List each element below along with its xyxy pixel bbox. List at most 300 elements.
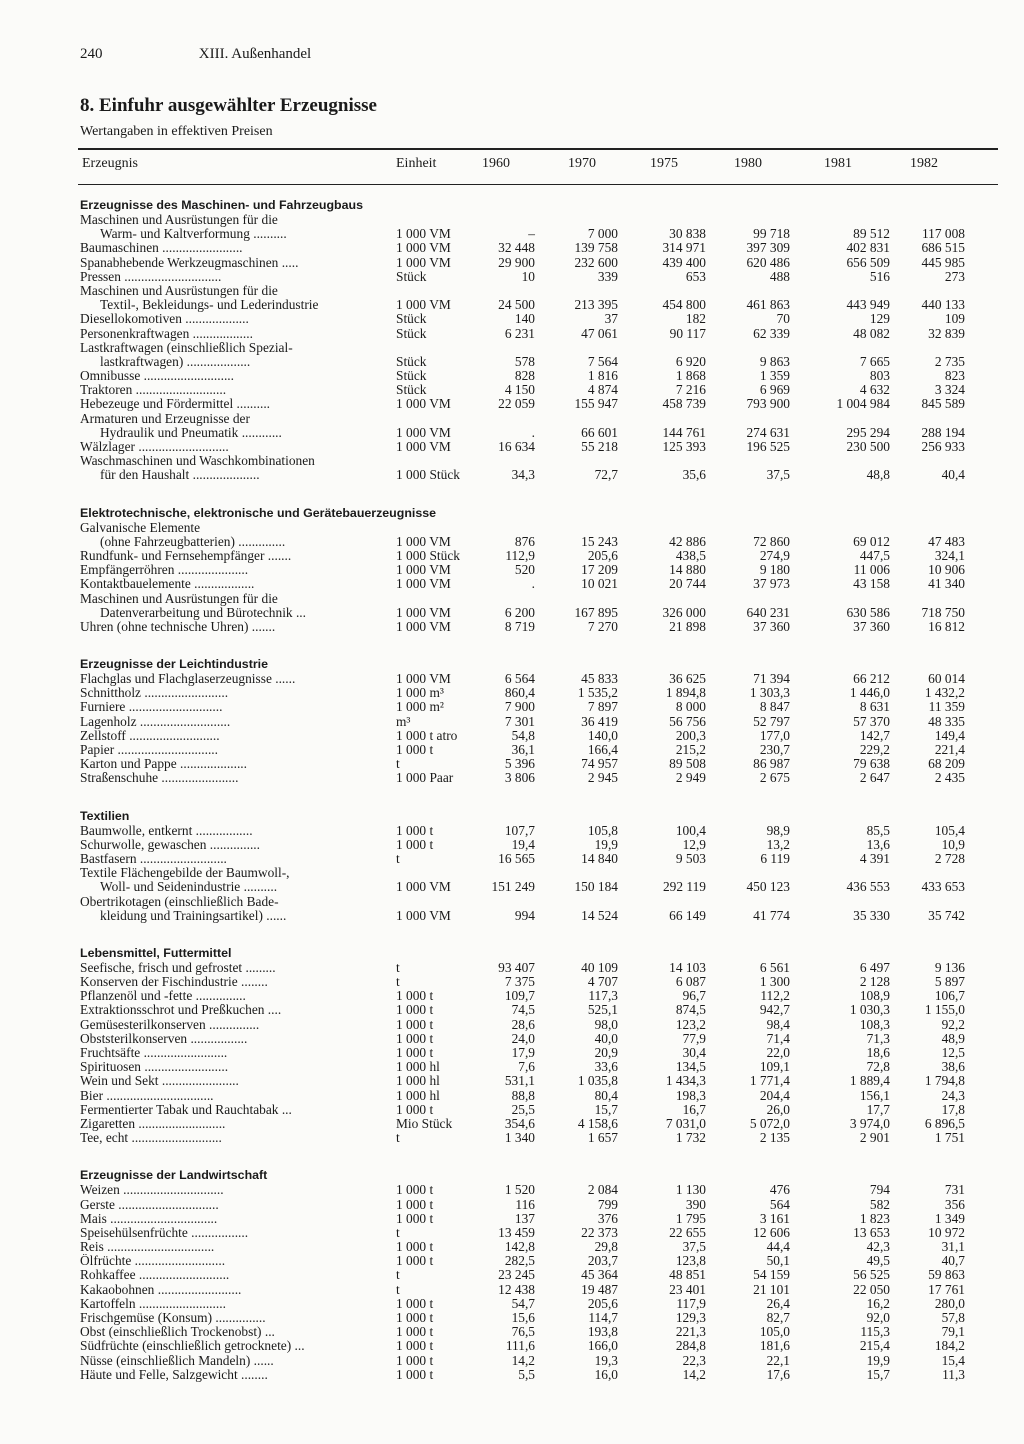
value-cell-1980: 52 797 — [753, 713, 790, 729]
product-name: Obst (einschließlich Trockenobst) ... — [80, 1325, 275, 1340]
value-cell-1980: 99 718 — [753, 226, 790, 242]
value-cell-1980: 22,0 — [766, 1045, 790, 1060]
table-row — [80, 1089, 1000, 1103]
value-cell-1970: 37 — [604, 311, 618, 327]
value-cell-1982: 1 155,0 — [924, 1002, 965, 1018]
table-row — [80, 1003, 1000, 1017]
value-cell-1981: 229,2 — [859, 742, 890, 757]
value-cell-1980: 21 101 — [753, 1281, 790, 1297]
value-cell-1981: 4 391 — [859, 850, 890, 866]
value-cell-1982: 2 728 — [934, 850, 965, 866]
value-cell-1980: 2 675 — [759, 770, 790, 786]
table-row — [80, 327, 1000, 341]
unit-cell: 1 000 Paar — [396, 770, 454, 786]
unit-cell: 1 000 VM — [396, 562, 451, 578]
unit-cell: 1 000 t — [396, 1210, 434, 1226]
value-cell-1960: 111,6 — [505, 1338, 535, 1354]
value-cell-1982: 11,3 — [942, 1366, 965, 1382]
value-cell-1981: 2 128 — [859, 974, 890, 990]
column-header-1981: 1981 — [824, 156, 852, 171]
unit-cell: 1 000 t — [396, 1045, 434, 1060]
value-cell-1982: 17 761 — [928, 1281, 965, 1297]
product-name: Lagenholz ........................... — [80, 714, 231, 729]
value-cell-1975: 314 971 — [662, 240, 706, 256]
value-cell-1970: 72,7 — [594, 467, 618, 483]
value-cell-1960: 860,4 — [504, 685, 535, 701]
product-name: Papier .............................. — [80, 743, 218, 757]
value-cell-1981: 1 889,4 — [849, 1073, 890, 1089]
section-heading-label: Lebensmittel, Futtermittel — [80, 945, 232, 960]
value-cell-1960: 23 245 — [498, 1267, 535, 1283]
value-cell-1975: 182 — [685, 311, 706, 327]
unit-cell: 1 000 VM — [396, 254, 451, 270]
value-cell-1981: 49,5 — [866, 1253, 890, 1269]
product-name: Personenkraftwagen .................. — [80, 326, 253, 341]
value-cell-1970: 74 957 — [581, 756, 618, 772]
value-cell-1981: 794 — [869, 1182, 890, 1198]
value-cell-1960: 282,5 — [504, 1253, 535, 1269]
value-cell-1975: 56 756 — [669, 713, 706, 729]
value-cell-1970: 47 061 — [581, 325, 618, 341]
value-cell-1970: 203,7 — [587, 1253, 618, 1269]
value-cell-1975: 30 838 — [669, 226, 706, 242]
table-row — [80, 1240, 1000, 1254]
value-cell-1980: 3 161 — [759, 1210, 790, 1226]
product-name: Rohkaffee ........................... — [80, 1268, 230, 1283]
value-cell-1980: 37,5 — [766, 467, 790, 483]
unit-cell: 1 000 t — [396, 1295, 434, 1311]
unit-cell: t — [396, 959, 400, 975]
product-name: Nüsse (einschließlich Mandeln) ...... — [80, 1353, 274, 1368]
product-name: Gemüsesterilkonserven ............... — [80, 1017, 260, 1032]
table-row — [80, 341, 1000, 355]
value-cell-1980: 44,4 — [766, 1239, 790, 1255]
value-cell-1980: 450 123 — [746, 879, 790, 895]
value-cell-1982: 92,2 — [941, 1016, 965, 1032]
value-cell-1960: 7,6 — [518, 1059, 535, 1075]
product-name: Extraktionsschrot und Preßkuchen .... — [80, 1003, 282, 1018]
unit-cell: t — [396, 1281, 400, 1297]
value-cell-1975: 30,4 — [682, 1045, 706, 1060]
value-cell-1981: 13 653 — [853, 1224, 890, 1240]
value-cell-1960: 354,6 — [504, 1115, 535, 1131]
value-cell-1982: 41 340 — [928, 576, 965, 592]
value-cell-1975: 2 949 — [675, 770, 706, 786]
value-cell-1982: 1 432,2 — [924, 685, 965, 701]
product-name: Kartoffeln .......................... — [80, 1296, 226, 1311]
unit-cell: 1 000 t — [396, 1366, 434, 1382]
unit-cell: m³ — [396, 713, 411, 729]
value-cell-1980: 177,0 — [759, 727, 790, 743]
value-cell-1982: 280,0 — [934, 1295, 965, 1311]
table-row — [80, 961, 1000, 975]
value-cell-1980: 476 — [769, 1182, 790, 1198]
value-cell-1960: 93 407 — [498, 959, 535, 975]
value-cell-1970: 36 419 — [581, 713, 618, 729]
product-name: Traktoren ........................... — [80, 383, 227, 398]
value-cell-1970: 166,4 — [587, 742, 618, 757]
product-name: Textile Flächengebilde der Baumwoll-, — [80, 866, 290, 881]
value-cell-1980: 62 339 — [753, 325, 790, 341]
value-cell-1980: 942,7 — [759, 1002, 790, 1018]
value-cell-1981: 630 586 — [846, 604, 890, 620]
value-cell-1982: 57,8 — [941, 1310, 965, 1325]
value-cell-1975: 438,5 — [675, 547, 706, 563]
product-name: Gerste .............................. — [80, 1197, 219, 1212]
value-cell-1981: 18,6 — [866, 1045, 890, 1060]
value-cell-1982: 718 750 — [921, 604, 965, 620]
value-cell-1960: 116 — [515, 1196, 535, 1212]
table-row — [80, 909, 1000, 923]
value-cell-1982: 59 863 — [928, 1267, 965, 1283]
value-cell-1970: 166,0 — [587, 1338, 618, 1354]
table-row — [80, 1325, 1000, 1339]
value-cell-1975: 123,2 — [675, 1016, 706, 1032]
table-row — [80, 824, 1000, 838]
value-cell-1960: 8 719 — [504, 618, 535, 634]
value-cell-1975: 42 886 — [669, 533, 706, 549]
unit-cell: 1 000 VM — [396, 671, 451, 687]
value-cell-1982: 106,7 — [934, 988, 965, 1004]
product-name: Galvanische Elemente — [80, 520, 201, 535]
column-header-einheit: Einheit — [396, 156, 437, 171]
unit-cell: 1 000 hl — [396, 1087, 440, 1103]
value-cell-1981: 443 949 — [846, 297, 890, 313]
value-cell-1980: 564 — [769, 1196, 790, 1212]
value-cell-1981: 48,8 — [866, 467, 890, 483]
value-cell-1960: 876 — [514, 533, 535, 549]
product-name: Flachglas und Flachglaserzeugnisse ...... — [80, 672, 296, 687]
value-cell-1970: 45 364 — [581, 1267, 618, 1283]
value-cell-1970: 22 373 — [581, 1224, 618, 1240]
value-cell-1980: 8 847 — [759, 699, 790, 715]
table-row — [80, 369, 1000, 383]
table-row — [80, 989, 1000, 1003]
product-name: Empfängerröhren ..................... — [80, 563, 249, 578]
value-cell-1981: 13,6 — [866, 836, 890, 852]
product-name: Baumwolle, entkernt ................. — [80, 823, 253, 838]
value-cell-1982: 40,4 — [941, 467, 965, 483]
value-cell-1981: 516 — [869, 268, 890, 284]
value-cell-1970: 29,8 — [594, 1239, 618, 1255]
value-cell-1975: 198,3 — [675, 1087, 706, 1103]
value-cell-1970: 7 000 — [587, 226, 618, 242]
value-cell-1982: 15,4 — [941, 1352, 965, 1368]
unit-cell: 1 000 VM — [396, 618, 451, 634]
value-cell-1980: 488 — [769, 268, 790, 284]
unit-cell: 1 000 t — [396, 1030, 434, 1046]
value-cell-1960: 112,9 — [505, 547, 535, 563]
table-row — [80, 521, 1000, 535]
value-cell-1960: 151 249 — [491, 879, 535, 895]
value-cell-1980: 640 231 — [746, 604, 790, 620]
value-cell-1960: 4 150 — [504, 382, 535, 398]
value-cell-1960: . — [531, 576, 535, 592]
value-cell-1982: 11 359 — [928, 699, 965, 715]
value-cell-1970: 45 833 — [581, 671, 618, 687]
value-cell-1981: 15,7 — [866, 1366, 890, 1382]
table-row — [80, 355, 1000, 369]
value-cell-1960: 14,2 — [511, 1352, 535, 1368]
table-row — [80, 1212, 1000, 1226]
value-cell-1970: 4 707 — [587, 974, 618, 990]
value-cell-1960: 12 438 — [498, 1281, 535, 1297]
value-cell-1982: 10 906 — [928, 562, 965, 578]
value-cell-1970: 19,9 — [594, 836, 618, 852]
value-cell-1975: 77,9 — [682, 1030, 706, 1046]
value-cell-1975: 96,7 — [682, 988, 706, 1004]
unit-cell: 1 000 t — [396, 1239, 434, 1255]
value-cell-1980: 2 135 — [759, 1130, 790, 1146]
value-cell-1960: 520 — [514, 562, 535, 578]
table-title: 8. Einfuhr ausgewählter Erzeugnisse — [80, 95, 377, 116]
table-row — [80, 535, 1000, 549]
value-cell-1975: 123,8 — [675, 1253, 706, 1269]
value-cell-1970: 1 657 — [587, 1130, 618, 1146]
value-cell-1981: 43 158 — [853, 576, 890, 592]
value-cell-1982: 17,8 — [941, 1101, 965, 1117]
product-name: Bier ................................ — [80, 1088, 214, 1103]
table-row — [80, 440, 1000, 454]
value-cell-1975: 48 851 — [669, 1267, 706, 1283]
value-cell-1975: 292 119 — [662, 879, 706, 895]
table-row — [80, 715, 1000, 729]
value-cell-1981: 108,9 — [859, 988, 890, 1004]
value-cell-1960: 142,8 — [504, 1239, 535, 1255]
value-cell-1982: 273 — [944, 268, 965, 284]
value-cell-1982: 731 — [944, 1182, 965, 1198]
product-name: Straßenschuhe ....................... — [80, 771, 239, 786]
table-row — [80, 895, 1000, 909]
unit-cell: 1 000 m² — [396, 699, 444, 715]
section-heading — [80, 657, 1000, 672]
value-cell-1980: 9 863 — [759, 353, 790, 369]
value-cell-1970: 167 895 — [574, 604, 618, 620]
value-cell-1970: 98,0 — [594, 1016, 618, 1032]
section-heading — [80, 1168, 1000, 1183]
value-cell-1970: 150 184 — [574, 879, 618, 895]
value-cell-1970: 40,0 — [594, 1030, 618, 1046]
value-cell-1970: 19 487 — [581, 1281, 618, 1297]
unit-cell: t — [396, 1130, 400, 1146]
product-name: kleidung und Trainingsartikel) ...... — [100, 908, 287, 923]
column-header-1980: 1980 — [734, 156, 762, 171]
unit-cell: t — [396, 850, 400, 866]
value-cell-1970: 205,6 — [587, 1295, 618, 1311]
product-name: Reis ................................ — [80, 1240, 215, 1255]
value-cell-1982: 47 483 — [928, 533, 965, 549]
unit-cell: Stück — [396, 268, 427, 284]
value-cell-1982: 24,3 — [941, 1087, 965, 1103]
value-cell-1980: 196 525 — [746, 439, 790, 454]
unit-cell: 1 000 hl — [396, 1059, 440, 1075]
table-row — [80, 1311, 1000, 1325]
value-cell-1975: 6 920 — [675, 353, 706, 369]
section-heading — [80, 946, 1000, 961]
product-name: Fruchtsäfte ......................... — [80, 1046, 228, 1060]
value-cell-1980: 98,9 — [766, 822, 790, 838]
value-cell-1975: 129,3 — [675, 1310, 706, 1325]
product-name: Bastfasern .......................... — [80, 851, 227, 866]
table-row — [80, 852, 1000, 866]
value-cell-1980: 98,4 — [766, 1016, 790, 1032]
value-cell-1981: 2 647 — [859, 770, 890, 786]
value-cell-1982: 9 136 — [934, 959, 965, 975]
table-row — [80, 468, 1000, 482]
value-cell-1975: 37,5 — [682, 1239, 706, 1255]
value-cell-1980: 6 969 — [759, 382, 790, 398]
product-name: Woll- und Seidenindustrie .......... — [100, 880, 278, 895]
unit-cell: 1 000 VM — [396, 297, 451, 313]
value-cell-1982: 10,9 — [941, 836, 965, 852]
unit-cell: Stück — [396, 325, 427, 341]
value-cell-1960: 24 500 — [498, 297, 535, 313]
table-row — [80, 838, 1000, 852]
value-cell-1981: 1 004 984 — [836, 396, 890, 412]
table-row — [80, 1198, 1000, 1212]
value-cell-1970: 139 758 — [574, 240, 618, 256]
value-cell-1980: 17,6 — [766, 1366, 790, 1382]
value-cell-1970: 10 021 — [581, 576, 618, 592]
value-cell-1970: 376 — [597, 1210, 618, 1226]
value-cell-1975: 117,9 — [676, 1295, 706, 1311]
table-row — [80, 1268, 1000, 1282]
section-heading-label: Textilien — [80, 808, 130, 823]
value-cell-1960: . — [531, 424, 535, 440]
section-spacer — [80, 923, 1000, 941]
unit-cell: Stück — [396, 368, 427, 384]
value-cell-1982: 149,4 — [934, 727, 965, 743]
value-cell-1981: 69 012 — [853, 533, 890, 549]
value-cell-1975: 134,5 — [675, 1059, 706, 1075]
value-cell-1981: 115,3 — [860, 1324, 890, 1340]
value-cell-1981: 2 901 — [859, 1130, 890, 1146]
value-cell-1975: 454 800 — [662, 297, 706, 313]
value-cell-1981: 48 082 — [853, 325, 890, 341]
table-row — [80, 1226, 1000, 1240]
value-cell-1981: 402 831 — [846, 240, 890, 256]
value-cell-1982: 686 515 — [921, 240, 965, 256]
value-cell-1982: 823 — [944, 368, 965, 384]
value-cell-1975: 21 898 — [669, 618, 706, 634]
table-row — [80, 1060, 1000, 1074]
table-row — [80, 1131, 1000, 1145]
value-cell-1980: 397 309 — [746, 240, 790, 256]
product-name: Frischgemüse (Konsum) ............... — [80, 1311, 266, 1325]
unit-cell: 1 000 t — [396, 822, 434, 838]
value-cell-1975: 6 087 — [675, 974, 706, 990]
value-cell-1980: 26,0 — [766, 1101, 790, 1117]
product-name: Hydraulik und Pneumatik ............ — [100, 425, 282, 440]
value-cell-1981: 656 509 — [846, 254, 890, 270]
header-bottom-rule — [78, 184, 998, 185]
value-cell-1981: 92,0 — [866, 1310, 890, 1325]
value-cell-1981: 6 497 — [859, 959, 890, 975]
value-cell-1975: 14,2 — [682, 1366, 706, 1382]
table-row — [80, 1254, 1000, 1268]
value-cell-1981: 71,3 — [866, 1030, 890, 1046]
value-cell-1975: 144 761 — [662, 424, 706, 440]
table-row — [80, 1339, 1000, 1353]
value-cell-1980: 204,4 — [759, 1087, 790, 1103]
table-row — [80, 454, 1000, 468]
value-cell-1970: 339 — [597, 268, 618, 284]
value-cell-1975: 20 744 — [669, 576, 706, 592]
unit-cell: 1 000 VM — [396, 424, 451, 440]
value-cell-1970: 2 084 — [587, 1182, 618, 1198]
section-heading-label: Erzeugnisse des Maschinen- und Fahrzeugbaus — [80, 198, 363, 212]
value-cell-1981: 4 632 — [859, 382, 890, 398]
table-row — [80, 241, 1000, 255]
product-name: Weizen .............................. — [80, 1183, 224, 1198]
page-header — [80, 46, 311, 63]
value-cell-1975: 12,9 — [682, 836, 706, 852]
value-cell-1975: 14 880 — [669, 562, 706, 578]
unit-cell: 1 000 VM — [396, 226, 451, 242]
value-cell-1960: 16 634 — [498, 439, 535, 454]
value-cell-1982: 6 896,5 — [924, 1115, 965, 1131]
value-cell-1970: 799 — [597, 1196, 618, 1212]
value-cell-1981: 17,7 — [866, 1101, 890, 1117]
value-cell-1980: 54 159 — [753, 1267, 790, 1283]
unit-cell: 1 000 t — [396, 1310, 434, 1325]
value-cell-1981: 22 050 — [853, 1281, 890, 1297]
value-cell-1970: 16,0 — [594, 1366, 618, 1382]
value-cell-1960: 22 059 — [498, 396, 535, 412]
value-cell-1980: 26,4 — [766, 1295, 790, 1311]
value-cell-1970: 2 945 — [587, 770, 618, 786]
value-cell-1975: 326 000 — [662, 604, 706, 620]
product-name: Zigaretten .......................... — [80, 1116, 226, 1131]
header-top-rule — [78, 148, 998, 150]
table-row — [80, 412, 1000, 426]
value-cell-1975: 390 — [685, 1196, 706, 1212]
value-cell-1970: 1 035,8 — [577, 1073, 618, 1089]
product-name: Karton und Pappe .................... — [80, 757, 247, 772]
table-row — [80, 686, 1000, 700]
table-body — [80, 193, 1000, 1382]
table-subtitle: Wertangaben in effektiven Preisen — [80, 124, 273, 139]
column-header-erzeugnis: Erzeugnis — [82, 156, 138, 171]
value-cell-1981: 803 — [869, 368, 890, 384]
unit-cell: 1 000 t — [396, 1338, 434, 1354]
value-cell-1980: 37 360 — [753, 618, 790, 634]
value-cell-1970: 14 840 — [581, 850, 618, 866]
value-cell-1960: 54,8 — [511, 727, 535, 743]
unit-cell: 1 000 VM — [396, 576, 451, 592]
value-cell-1975: 14 103 — [669, 959, 706, 975]
product-name: Hebezeuge und Fördermittel .......... — [80, 397, 271, 412]
unit-cell: 1 000 t — [396, 1101, 434, 1117]
value-cell-1960: 7 375 — [504, 974, 535, 990]
value-cell-1982: 16 812 — [928, 618, 965, 634]
value-cell-1981: 215,4 — [859, 1338, 890, 1354]
value-cell-1981: 1 446,0 — [849, 685, 890, 701]
value-cell-1975: 9 503 — [675, 850, 706, 866]
table-row — [80, 227, 1000, 241]
product-name: Omnibusse ........................... — [80, 369, 234, 384]
value-cell-1982: 356 — [944, 1196, 965, 1212]
value-cell-1980: 105,0 — [759, 1324, 790, 1340]
value-cell-1980: 1 303,3 — [749, 685, 790, 701]
value-cell-1960: 88,8 — [511, 1087, 535, 1103]
product-name: Maschinen und Ausrüstungen für die — [80, 213, 278, 227]
product-name: Armaturen und Erzeugnisse der — [80, 411, 250, 426]
product-name: Schurwolle, gewaschen ............... — [80, 837, 260, 852]
value-cell-1980: 620 486 — [746, 254, 790, 270]
value-cell-1975: 35,6 — [682, 467, 706, 483]
value-cell-1975: 22,3 — [682, 1352, 706, 1368]
